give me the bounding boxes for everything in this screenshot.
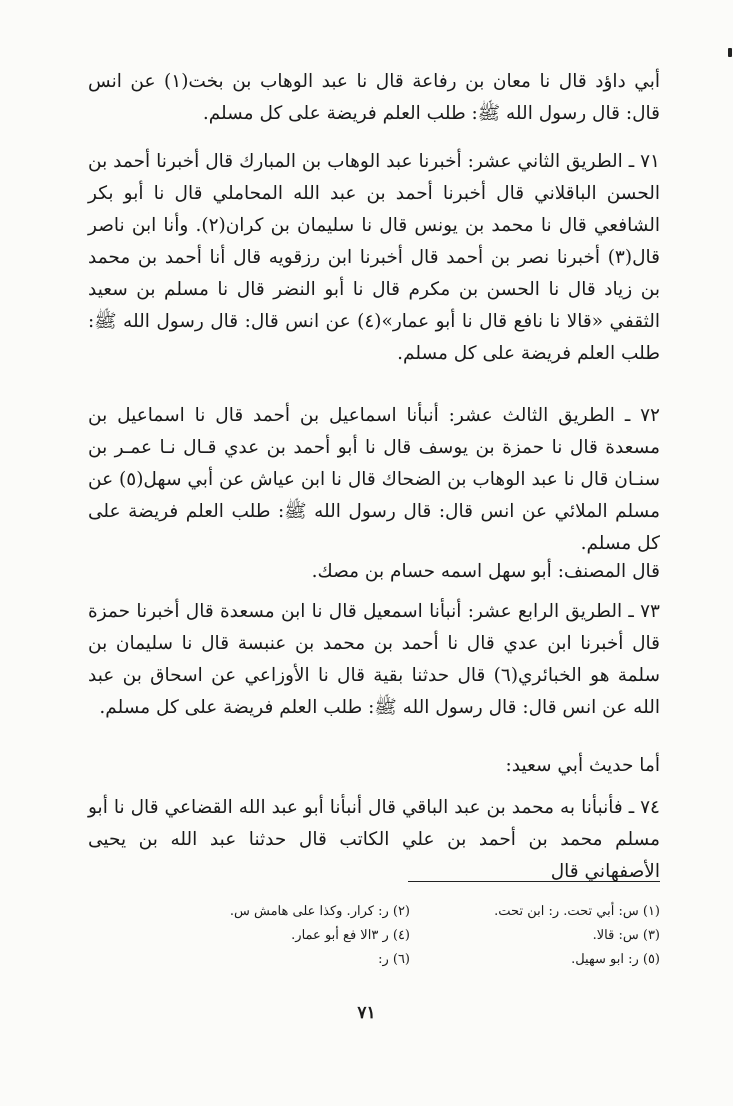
paragraph-text: قال المصنف: أبو سهل اسمه حسام بن مصك. <box>311 561 660 582</box>
footnote-row <box>160 900 660 924</box>
footnote-separator <box>408 881 660 882</box>
paragraph-text: ٧١ ـ الطريق الثاني عشر: أخبرنا عبد الوهاب بن المبارك قال أخبرنا أحمد بن الحسن الباقلاني قال أخبرنا أحمد بن عبد الله المحاملي قال نا أبو بكر الشافعي قال نا محمد بن يونس قال نا سليمان بن كران(٢). وأنا ابن ناصر قال(٣) أخبرنا نصر بن أحمد قال أخبرنا ابن رزقويه قال أنا أحمد بن محمد بن زياد قال نا الحسن بن مكرم قال نا أبو النضر قال نا مسلم بن سعيد الثقفي «قالا نا نافع قال نا أبو عمار»(٤) عن انس قال: قال رسول الله ﷺ: طلب العلم فريضة على كل مسلم. <box>88 151 660 364</box>
footnote-row <box>160 948 660 972</box>
page-number: ٧١ <box>357 1003 376 1023</box>
footnote-row <box>160 924 660 948</box>
paragraph-text: ٧٣ ـ الطريق الرابع عشر: أنبأنا اسمعيل قال نا ابن مسعدة قال أخبرنا حمزة قال أخبرنا ابن عدي قال نا أحمد بن محمد بن عنبسة قال نا سليمان بن سلمة هو الخبائري(٦) قال حدثنا بقية قال نا الأوزاعي عن اسحاق بن عبد الله عن انس قال: قال رسول الله ﷺ: طلب العلم فريضة على كل مسلم. <box>88 601 660 718</box>
paragraph-text: ٧٤ ـ فأنبأنا به محمد بن عبد الباقي قال أنبأنا أبو عبد الله القضاعي قال نا أبو مسلم محمد بن أحمد بن علي الكاتب قال حدثنا عبد الله بن يحيى الأصفهاني قال <box>88 797 660 882</box>
paragraph-74 <box>88 792 660 888</box>
footnote: (١) س: أبي تحت. ر: ابن تحت. <box>494 904 660 919</box>
paragraph-text: أما حديث أبي سعيد: <box>505 755 660 776</box>
paragraph-72 <box>88 400 660 560</box>
paragraph-73 <box>88 596 660 724</box>
author-note <box>88 556 660 588</box>
section-heading <box>88 750 660 782</box>
paragraph-continuation <box>88 66 660 130</box>
paragraph-text: ٧٢ ـ الطريق الثالث عشر: أنبأنا اسماعيل بن أحمد قال نا اسماعيل بن مسعدة قال نا حمزة بن يوسف قال نا أبو أحمد بن عدي قـال نـا عمـر بن سنـان قال نا عبد الوهاب بن الضحاك قال نا ابن عياش عن أبي سهل(٥) عن مسلم الملائي عن انس قال: قال رسول الله ﷺ: طلب العلم فريضة على كل مسلم. <box>88 405 660 554</box>
footnote: (٥) ر: ابو سهيل. <box>571 952 660 967</box>
paragraph-71 <box>88 146 660 370</box>
footnote: (٢) ر: كرار. وكذا على هامش س. <box>229 904 410 919</box>
footnotes <box>160 900 660 972</box>
footnote: (٣) س: قالا. <box>592 928 660 943</box>
edge-mark <box>728 48 732 57</box>
footnote: (٤) ر ٣الا فع أبو عمار. <box>291 928 410 943</box>
footnote: (٦) ر: <box>378 952 410 967</box>
paragraph-text: أبي داؤد قال نا معان بن رفاعة قال نا عبد الوهاب بن بخت(١) عن انس قال: قال رسول الله ﷺ: طلب العلم فريضة على كل مسلم. <box>88 71 660 124</box>
